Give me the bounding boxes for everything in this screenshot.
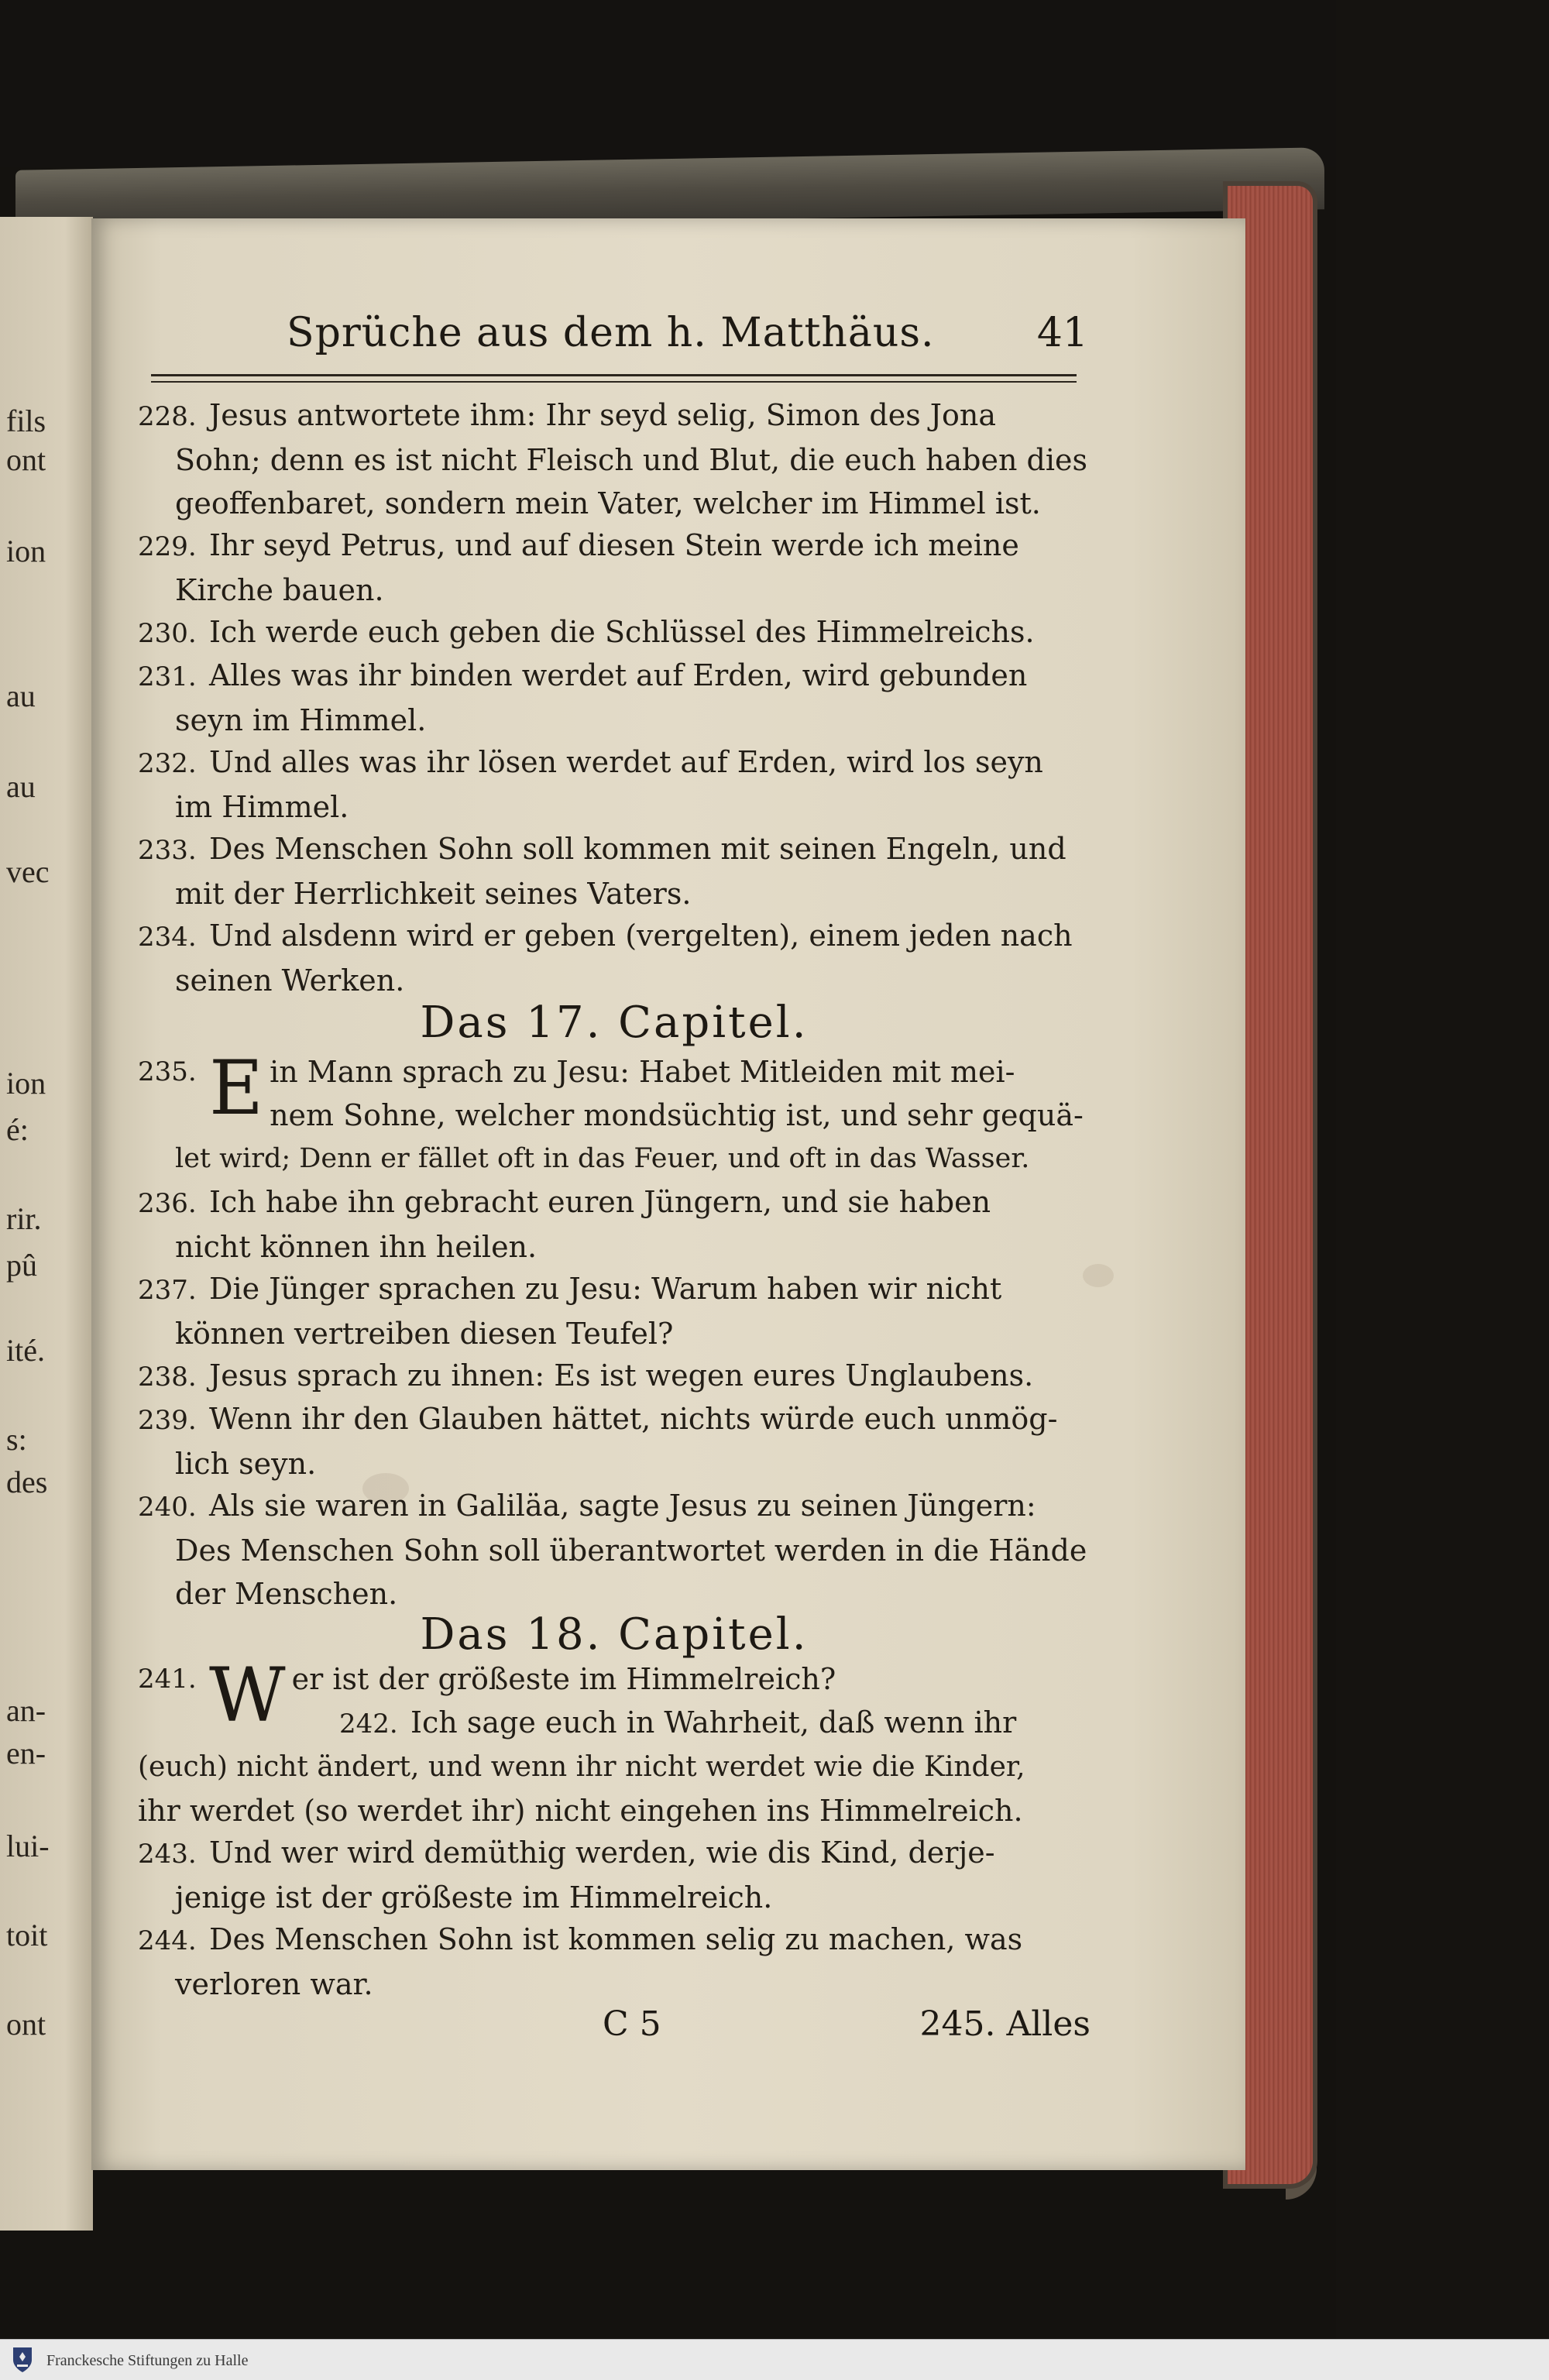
verse-231: [138, 654, 1090, 742]
verse-text: nem Sohne, welcher mondsüchtig ist, und sehr gequä-: [270, 1098, 1084, 1132]
crest-icon: [11, 2346, 34, 2374]
verse-text: Des Menschen Sohn soll überantwortet werden in die Hände: [175, 1533, 1087, 1568]
running-header: [287, 310, 1088, 379]
verse-number: 234.: [138, 922, 197, 953]
verse-text: nicht können ihn heilen.: [175, 1230, 538, 1264]
verse-244: [138, 1918, 1090, 2006]
verse-text: Wenn ihr den Glauben hättet, nichts würde euch unmög-: [209, 1402, 1058, 1436]
verse-number: 244.: [138, 1925, 197, 1956]
institution-name: Franckesche Stiftungen zu Halle: [46, 2352, 249, 2369]
left-fragment: é:: [6, 1112, 29, 1147]
verse-text: Ich werde euch geben die Schlüssel des Himmelreichs.: [209, 615, 1035, 649]
verse-text: Des Menschen Sohn ist kommen selig zu machen, was: [209, 1922, 1023, 1956]
verse-number: 242.: [339, 1709, 398, 1739]
background-right: [1336, 0, 1549, 2339]
page-number: 41: [1036, 310, 1088, 356]
verse-230: [138, 610, 1090, 655]
previous-page: [0, 217, 93, 2231]
left-fragment: des: [6, 1465, 48, 1499]
background-top: [0, 0, 1549, 167]
verse-text: der Menschen.: [175, 1577, 398, 1611]
verse-text: mit der Herrlichkeit seines Vaters.: [175, 877, 692, 911]
verse-238: [138, 1354, 1090, 1399]
verse-243: [138, 1831, 1090, 1919]
verse-229: [138, 524, 1090, 612]
verse-text: Als sie waren in Galiläa, sagte Jesus zu seinen Jüngern:: [209, 1489, 1036, 1523]
left-fragment: fils: [6, 404, 46, 438]
verse-text: let wird; Denn er fället oft in das Feuer, und oft in das Wasser.: [175, 1143, 1030, 1174]
left-fragment: s:: [6, 1422, 27, 1457]
signature-mark: C 5: [603, 2004, 661, 2044]
header-rule: [151, 374, 1077, 383]
verse-text: Und wer wird demüthig werden, wie dis Kind, derje-: [209, 1836, 995, 1870]
verse-number: 240.: [138, 1492, 197, 1523]
left-fragment: ion: [6, 534, 46, 568]
verse-number: 241.: [138, 1664, 197, 1695]
drop-cap: E: [209, 1045, 264, 1132]
drop-cap: W: [209, 1652, 286, 1739]
verse-text: Ihr seyd Petrus, und auf diesen Stein werde ich meine: [209, 528, 1019, 562]
left-fragment: au: [6, 769, 36, 804]
verse-text: Des Menschen Sohn soll kommen mit seinen Engeln, und: [209, 832, 1066, 866]
page-footer: [138, 2004, 1090, 2059]
verse-237: [138, 1267, 1090, 1355]
verse-text: (euch) nicht ändert, und wenn ihr nicht werdet wie die Kinder,: [138, 1751, 1025, 1783]
verse-240: [138, 1484, 1090, 1616]
verse-text: Sohn; denn es ist nicht Fleisch und Blut, die euch haben dies: [175, 443, 1088, 477]
verse-number: 239.: [138, 1405, 197, 1436]
verse-text: in Mann sprach zu Jesu: Habet Mitleiden mit mei-: [270, 1055, 1015, 1089]
chapter-heading-17: Das 17. Capitel.: [420, 998, 809, 1048]
verse-number: 238.: [138, 1362, 197, 1393]
verse-228: [138, 393, 1090, 525]
left-fragment: au: [6, 678, 36, 713]
left-fragment: lui-: [6, 1829, 50, 1863]
verse-235: [138, 1045, 1090, 1180]
left-fragment: ont: [6, 2007, 46, 2042]
verse-text: seyn im Himmel.: [175, 703, 427, 737]
verse-text: Jesus antwortete ihm: Ihr seyd selig, Simon des Jona: [209, 398, 997, 432]
left-fragment: an-: [6, 1693, 46, 1728]
verse-number: 232.: [138, 748, 197, 779]
verse-number: 231.: [138, 661, 197, 692]
verse-text: im Himmel.: [175, 790, 349, 824]
verse-text: er ist der größeste im Himmelreich?: [291, 1662, 836, 1696]
verse-text: Die Jünger sprachen zu Jesu: Warum haben wir nicht: [209, 1272, 1002, 1306]
verse-text: Ich habe ihn gebracht euren Jüngern, und sie haben: [209, 1185, 991, 1219]
verse-number: 230.: [138, 618, 197, 649]
verse-text: lich seyn.: [175, 1447, 317, 1481]
verse-text: geoffenbaret, sondern mein Vater, welcher im Himmel ist.: [175, 486, 1041, 520]
verse-text: Alles was ihr binden werdet auf Erden, wird gebunden: [209, 658, 1028, 692]
verse-text: seinen Werken.: [175, 963, 405, 998]
verse-number: 237.: [138, 1275, 197, 1306]
verse-232: [138, 740, 1090, 829]
left-fragment: en-: [6, 1736, 46, 1770]
verse-number: 243.: [138, 1839, 197, 1870]
catchword: 245. Alles: [919, 2004, 1090, 2044]
verse-text: Und alsdenn wird er geben (vergelten), einem jeden nach: [209, 919, 1073, 953]
left-fragment: vec: [6, 854, 50, 889]
verse-234: [138, 914, 1090, 1002]
verse-text: jenige ist der größeste im Himmelreich.: [175, 1880, 773, 1915]
left-fragment: pû: [6, 1248, 37, 1283]
verse-number: 233.: [138, 835, 197, 866]
left-fragment: ion: [6, 1066, 46, 1101]
verse-number: 235.: [138, 1056, 197, 1087]
verse-text: können vertreiben diesen Teufel?: [175, 1317, 674, 1351]
verse-text: Ich sage euch in Wahrheit, daß wenn ihr: [410, 1705, 1017, 1739]
verse-text: ihr werdet (so werdet ihr) nicht eingehen ins Himmelreich.: [138, 1794, 1023, 1828]
attribution-bar: [0, 2339, 1549, 2380]
verse-text: Kirche bauen.: [175, 573, 384, 607]
verse-239: [138, 1397, 1090, 1485]
verse-text: Jesus sprach zu ihnen: Es ist wegen eures Unglaubens.: [209, 1358, 1034, 1393]
verse-236: [138, 1180, 1090, 1269]
left-fragment: rir.: [6, 1201, 42, 1236]
verse-number: 236.: [138, 1188, 197, 1219]
left-fragment: ité.: [6, 1333, 45, 1368]
running-title: Sprüche aus dem h. Matthäus.: [287, 310, 935, 356]
chapter-heading-18: Das 18. Capitel.: [420, 1609, 809, 1660]
verse-number: 228.: [138, 401, 197, 432]
left-fragment: toit: [6, 1918, 48, 1952]
verse-number: 229.: [138, 531, 197, 562]
verse-242: [138, 1701, 1090, 1832]
verse-text: verloren war.: [175, 1967, 373, 2001]
left-fragment: ont: [6, 442, 46, 477]
verse-text: Und alles was ihr lösen werdet auf Erden, wird los seyn: [209, 745, 1043, 779]
verse-233: [138, 827, 1090, 915]
